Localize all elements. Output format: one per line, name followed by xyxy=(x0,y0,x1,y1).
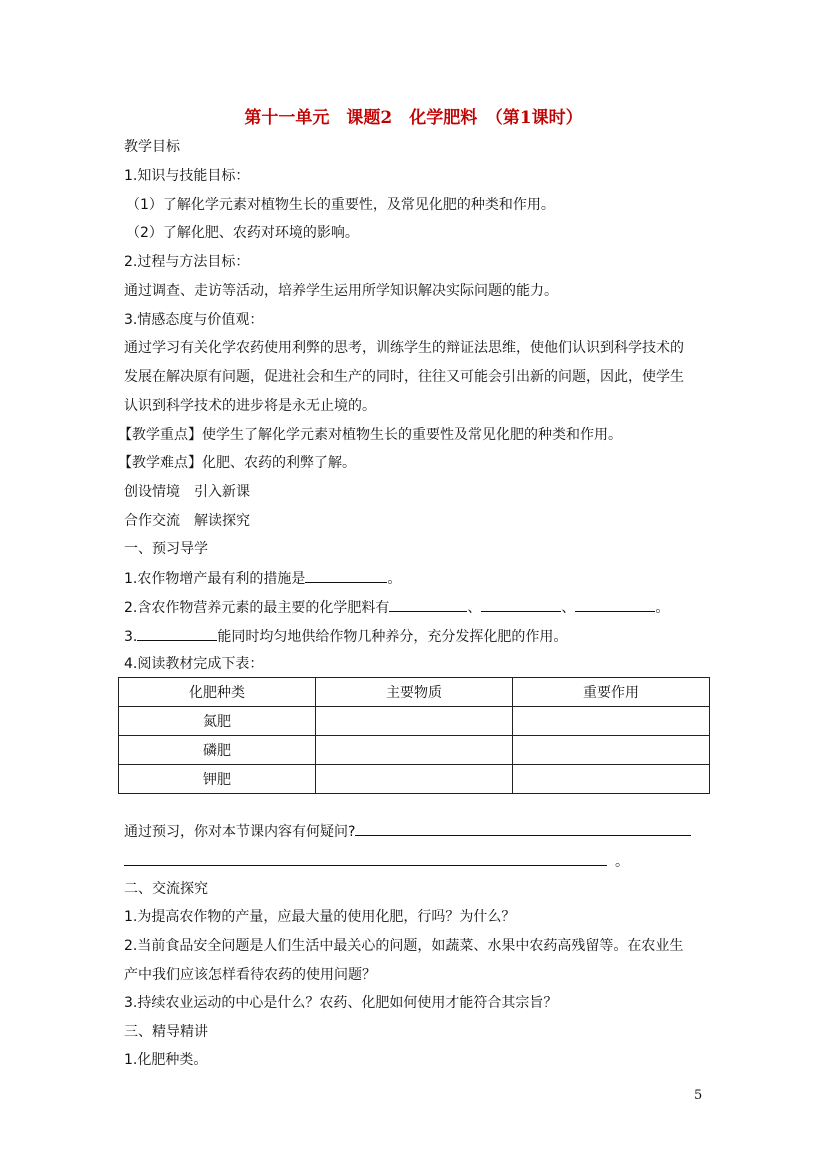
separator: 、 xyxy=(561,600,576,616)
table-cell-empty[interactable] xyxy=(316,707,513,736)
table-header: 主要物质 xyxy=(316,678,513,707)
answer-blank[interactable] xyxy=(481,597,561,612)
table-cell-type: 磷肥 xyxy=(119,736,316,765)
explore-question-3: 3.持续农业运动的中心是什么？农药、化肥如何使用才能符合其宗旨？ xyxy=(124,995,558,1011)
question-number: 3. xyxy=(124,629,138,645)
table-cell-empty[interactable] xyxy=(513,736,710,765)
answer-blank[interactable] xyxy=(389,597,467,612)
doubt-question xyxy=(124,821,691,842)
fertilizer-table xyxy=(118,677,710,794)
preview-question-4: 4.阅读教材完成下表： xyxy=(124,656,264,672)
explore-question-1: 1.为提高农作物的产量，应最大量的使用化肥，行吗？为什么？ xyxy=(124,909,516,925)
table-cell-type: 氮肥 xyxy=(119,707,316,736)
preview-question-3 xyxy=(124,626,567,647)
section-cooperate: 合作交流 解读探究 xyxy=(124,513,250,529)
doubt-answer-line xyxy=(124,851,629,872)
goal-item-2: （2）了解化肥、农药对环境的影响。 xyxy=(126,225,359,241)
guidance-heading: 三、精导精讲 xyxy=(124,1024,208,1040)
question-text: 能同时均匀地供给作物几种养分，充分发挥化肥的作用。 xyxy=(217,629,568,645)
guidance-item-1: 1.化肥种类。 xyxy=(124,1052,208,1068)
preview-question-1 xyxy=(124,568,401,589)
table-cell-empty[interactable] xyxy=(316,736,513,765)
preview-heading: 一、预习导学 xyxy=(124,541,208,557)
question-end: 。 xyxy=(655,600,670,616)
section-intro: 创设情境 引入新课 xyxy=(124,484,250,500)
attitude-text-line-3: 认识到科学技术的进步将是永无止境的。 xyxy=(124,398,376,414)
explore-question-2-line-2: 产中我们应该怎样看待农药的使用问题？ xyxy=(124,967,376,983)
table-row xyxy=(119,736,710,765)
separator: 、 xyxy=(467,600,482,616)
explore-heading: 二、交流探究 xyxy=(124,881,208,897)
question-end: 。 xyxy=(387,571,402,587)
goal-item-1: （1）了解化学元素对植物生长的重要性，及常见化肥的种类和作用。 xyxy=(126,197,555,213)
table-row xyxy=(119,765,710,794)
table-header-row xyxy=(119,678,710,707)
attitude-text-line-1: 通过学习有关化学农药使用利弊的思考，训练学生的辩证法思维，使他们认识到科学技术的 xyxy=(124,340,684,356)
difficult-point: 【教学难点】化肥、农药的利弊了解。 xyxy=(118,455,356,471)
knowledge-goal-heading: 1.知识与技能目标： xyxy=(124,168,250,184)
teaching-goals-heading: 教学目标 xyxy=(124,139,180,155)
preview-question-2 xyxy=(124,597,669,618)
table-header: 重要作用 xyxy=(513,678,710,707)
page-title: 第十一单元 课题2 化学肥料 （第1课时） xyxy=(244,108,583,128)
page-number: 5 xyxy=(694,1088,703,1103)
answer-blank[interactable] xyxy=(305,568,387,583)
table-cell-empty[interactable] xyxy=(513,707,710,736)
attitude-goal-heading: 3.情感态度与价值观： xyxy=(124,312,264,328)
key-point: 【教学重点】使学生了解化学元素对植物生长的重要性及常见化肥的种类和作用。 xyxy=(118,427,622,443)
table-cell-empty[interactable] xyxy=(316,765,513,794)
process-goal-text: 通过调查、走访等活动，培养学生运用所学知识解决实际问题的能力。 xyxy=(124,283,558,299)
attitude-text-line-2: 发展在解决原有问题，促进社会和生产的同时，往往又可能会引出新的问题，因此，使学生 xyxy=(124,369,684,385)
answer-blank[interactable] xyxy=(355,821,691,836)
table-cell-type: 钾肥 xyxy=(119,765,316,794)
answer-blank[interactable] xyxy=(124,851,607,866)
table-header: 化肥种类 xyxy=(119,678,316,707)
explore-question-2-line-1: 2.当前食品安全问题是人们生活中最关心的问题，如蔬菜、水果中农药高残留等。在农业生 xyxy=(124,938,684,954)
question-text: 2.含农作物营养元素的最主要的化学肥料有 xyxy=(124,600,390,616)
answer-blank[interactable] xyxy=(575,597,655,612)
process-goal-heading: 2.过程与方法目标： xyxy=(124,254,250,270)
question-text: 通过预习，你对本节课内容有何疑问? xyxy=(124,824,356,840)
table-row xyxy=(119,707,710,736)
question-end: 。 xyxy=(615,854,629,870)
answer-blank[interactable] xyxy=(137,626,217,641)
question-text: 1.农作物增产最有利的措施是 xyxy=(124,571,306,587)
table-cell-empty[interactable] xyxy=(513,765,710,794)
